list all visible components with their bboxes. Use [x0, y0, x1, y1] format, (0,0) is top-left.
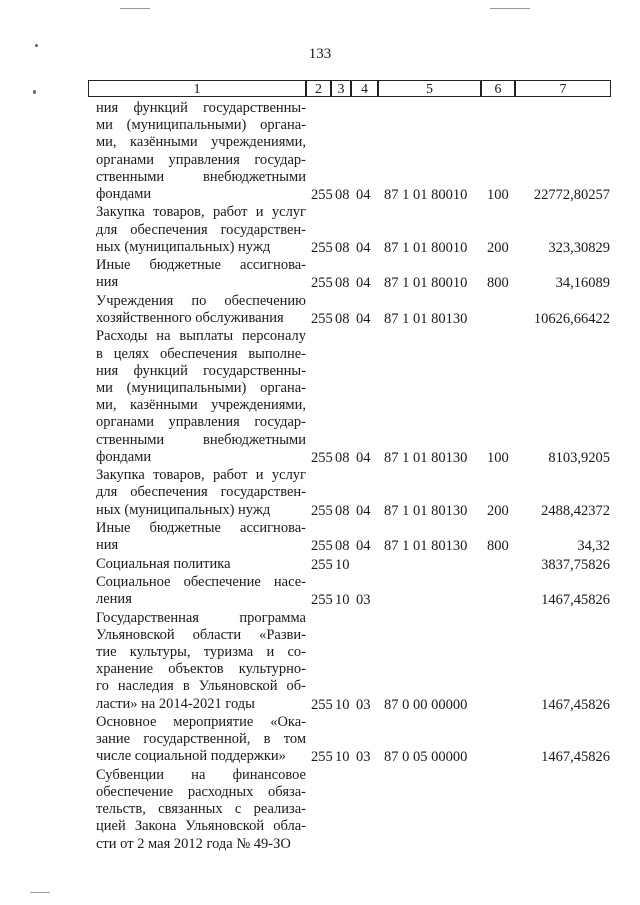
- description-line: Государственная программа: [96, 609, 306, 626]
- code-expense-type: 200: [487, 502, 509, 519]
- description-line: Основное мероприятие «Ока-: [96, 714, 306, 730]
- header-col-5: 5: [378, 80, 481, 97]
- amount: 2488,42372: [541, 502, 610, 519]
- description-line: для обеспечения государствен-: [96, 484, 306, 501]
- scan-edge-mark: [490, 8, 530, 9]
- code-section: 10: [335, 592, 350, 609]
- code-chapter: 255: [311, 749, 333, 766]
- description-line: Учреждения по обеспечению: [96, 292, 306, 309]
- amount: 34,16089: [555, 275, 610, 292]
- row-description: [96, 204, 306, 256]
- amount: 323,30829: [548, 239, 610, 256]
- code-subsection: 03: [356, 696, 371, 713]
- description-line: для обеспечения государствен-: [96, 221, 306, 238]
- description-line: цией Закона Ульяновской обла-: [96, 818, 306, 835]
- amount: 1467,45826: [541, 592, 610, 609]
- amount: 10626,66422: [533, 311, 610, 327]
- page-number: 133: [308, 46, 332, 62]
- description-line: Закупка товаров, работ и услуг: [96, 204, 306, 221]
- code-target-article: 87 1 01 80130: [384, 538, 468, 555]
- code-section: 08: [335, 239, 350, 256]
- row-description: [96, 257, 306, 291]
- description-line: тие культуры, туризма и со-: [96, 644, 306, 660]
- scan-edge-mark: [120, 8, 150, 9]
- scan-speck: [35, 44, 38, 47]
- header-col-6: 6: [481, 80, 515, 97]
- header-col-2: 2: [306, 80, 331, 97]
- description-line: ния: [96, 537, 119, 554]
- code-subsection: 04: [356, 502, 371, 519]
- code-target-article: 87 1 01 80130: [384, 502, 468, 519]
- header-col-7: 7: [515, 80, 611, 97]
- code-chapter: 255: [311, 187, 333, 203]
- code-subsection: 04: [356, 275, 371, 292]
- row-description: [96, 610, 306, 713]
- description-line: ми (муниципальными) органа-: [96, 117, 306, 134]
- amount: 22772,80257: [533, 187, 610, 203]
- row-description: [96, 467, 306, 519]
- row-description: [96, 767, 306, 853]
- description-line: ми, казёнными учреждениями,: [96, 134, 306, 151]
- description-line: ния функций государственны-: [96, 100, 306, 116]
- description-line: ственными внебюджетными: [96, 168, 306, 185]
- code-chapter: 255: [311, 275, 333, 292]
- code-subsection: 04: [356, 449, 371, 466]
- header-col-1: 1: [88, 80, 306, 97]
- header-col-4: 4: [351, 80, 378, 97]
- description-line: сти от 2 мая 2012 года № 49-ЗО: [96, 835, 291, 852]
- description-line: зание государственной, в том: [96, 731, 306, 748]
- description-line: органами управления государ-: [96, 414, 306, 431]
- description-line: тельств, связанных с реализа-: [96, 801, 306, 818]
- code-chapter: 255: [311, 449, 333, 466]
- description-line: обеспечение расходных обяза-: [96, 784, 306, 800]
- code-target-article: 87 0 00 00000: [384, 696, 468, 713]
- code-target-article: 87 0 05 00000: [384, 749, 468, 766]
- row-description: [96, 714, 306, 766]
- description-line: хранение объектов культурно-: [96, 661, 306, 678]
- description-line: числе социальной поддержки»: [96, 748, 286, 765]
- description-line: ми, казёнными учреждениями,: [96, 397, 306, 414]
- description-line: органами управления государ-: [96, 151, 306, 168]
- description-line: го наследия в Ульяновской об-: [96, 678, 306, 695]
- code-chapter: 255: [311, 502, 333, 519]
- description-line: ных (муниципальных) нужд: [96, 238, 271, 255]
- amount: 3837,75826: [541, 556, 610, 573]
- code-target-article: 87 1 01 80010: [384, 187, 468, 203]
- code-section: 08: [335, 311, 350, 327]
- description-line: Социальное обеспечение насе-: [96, 574, 306, 590]
- code-expense-type: 200: [487, 239, 509, 256]
- description-line: Расходы на выплаты персоналу: [96, 328, 306, 345]
- description-line: хозяйственного обслуживания: [96, 310, 284, 326]
- description-line: ных (муниципальных) нужд: [96, 501, 271, 518]
- code-section: 08: [335, 502, 350, 519]
- code-chapter: 255: [311, 538, 333, 555]
- code-subsection: 04: [356, 538, 371, 555]
- description-line: ния функций государственны-: [96, 362, 306, 379]
- code-section: 08: [335, 187, 350, 203]
- scan-speck: [33, 90, 36, 94]
- description-line: Ульяновской области «Разви-: [96, 626, 306, 643]
- code-section: 10: [335, 696, 350, 713]
- code-chapter: 255: [311, 592, 333, 609]
- description-line: Закупка товаров, работ и услуг: [96, 467, 306, 484]
- row-description: [96, 556, 306, 573]
- code-expense-type: 800: [487, 538, 509, 555]
- code-expense-type: 100: [487, 449, 509, 466]
- code-expense-type: 100: [487, 187, 509, 203]
- row-description: [96, 293, 306, 327]
- row-description: [96, 520, 306, 554]
- description-line: ния: [96, 274, 119, 291]
- amount: 1467,45826: [541, 749, 610, 766]
- row-description: [96, 574, 306, 608]
- description-line: Иные бюджетные ассигнова-: [96, 520, 306, 536]
- code-target-article: 87 1 01 80130: [384, 449, 468, 466]
- code-subsection: 04: [356, 311, 371, 327]
- code-chapter: 255: [311, 239, 333, 256]
- code-section: 08: [335, 538, 350, 555]
- row-description: [96, 328, 306, 466]
- code-section: 10: [335, 556, 350, 573]
- description-line: ственными внебюджетными: [96, 431, 306, 448]
- code-target-article: 87 1 01 80010: [384, 239, 468, 256]
- code-subsection: 03: [356, 749, 371, 766]
- description-line: ласти» на 2014-2021 годы: [96, 695, 255, 712]
- description-line: ми (муниципальными) органа-: [96, 380, 306, 396]
- code-subsection: 03: [356, 592, 371, 609]
- code-section: 08: [335, 275, 350, 292]
- code-target-article: 87 1 01 80010: [384, 275, 468, 292]
- code-target-article: 87 1 01 80130: [384, 311, 468, 327]
- code-expense-type: 800: [487, 275, 509, 292]
- description-line: Социальная политика: [96, 555, 231, 572]
- header-col-3: 3: [331, 80, 351, 97]
- code-subsection: 04: [356, 187, 371, 203]
- scan-edge-mark: [30, 892, 50, 893]
- description-line: Иные бюджетные ассигнова-: [96, 257, 306, 274]
- description-line: ления: [96, 591, 132, 608]
- code-section: 10: [335, 749, 350, 766]
- description-line: Субвенции на финансовое: [96, 766, 306, 783]
- amount: 34,32: [577, 538, 610, 555]
- description-line: фондами: [96, 186, 152, 203]
- description-line: фондами: [96, 448, 152, 465]
- code-subsection: 04: [356, 239, 371, 256]
- amount: 8103,9205: [548, 449, 610, 466]
- row-description: [96, 100, 306, 203]
- code-chapter: 255: [311, 556, 333, 573]
- amount: 1467,45826: [541, 696, 610, 713]
- description-line: в целях обеспечения выполне-: [96, 345, 306, 362]
- code-chapter: 255: [311, 696, 333, 713]
- code-chapter: 255: [311, 311, 333, 327]
- code-section: 08: [335, 449, 350, 466]
